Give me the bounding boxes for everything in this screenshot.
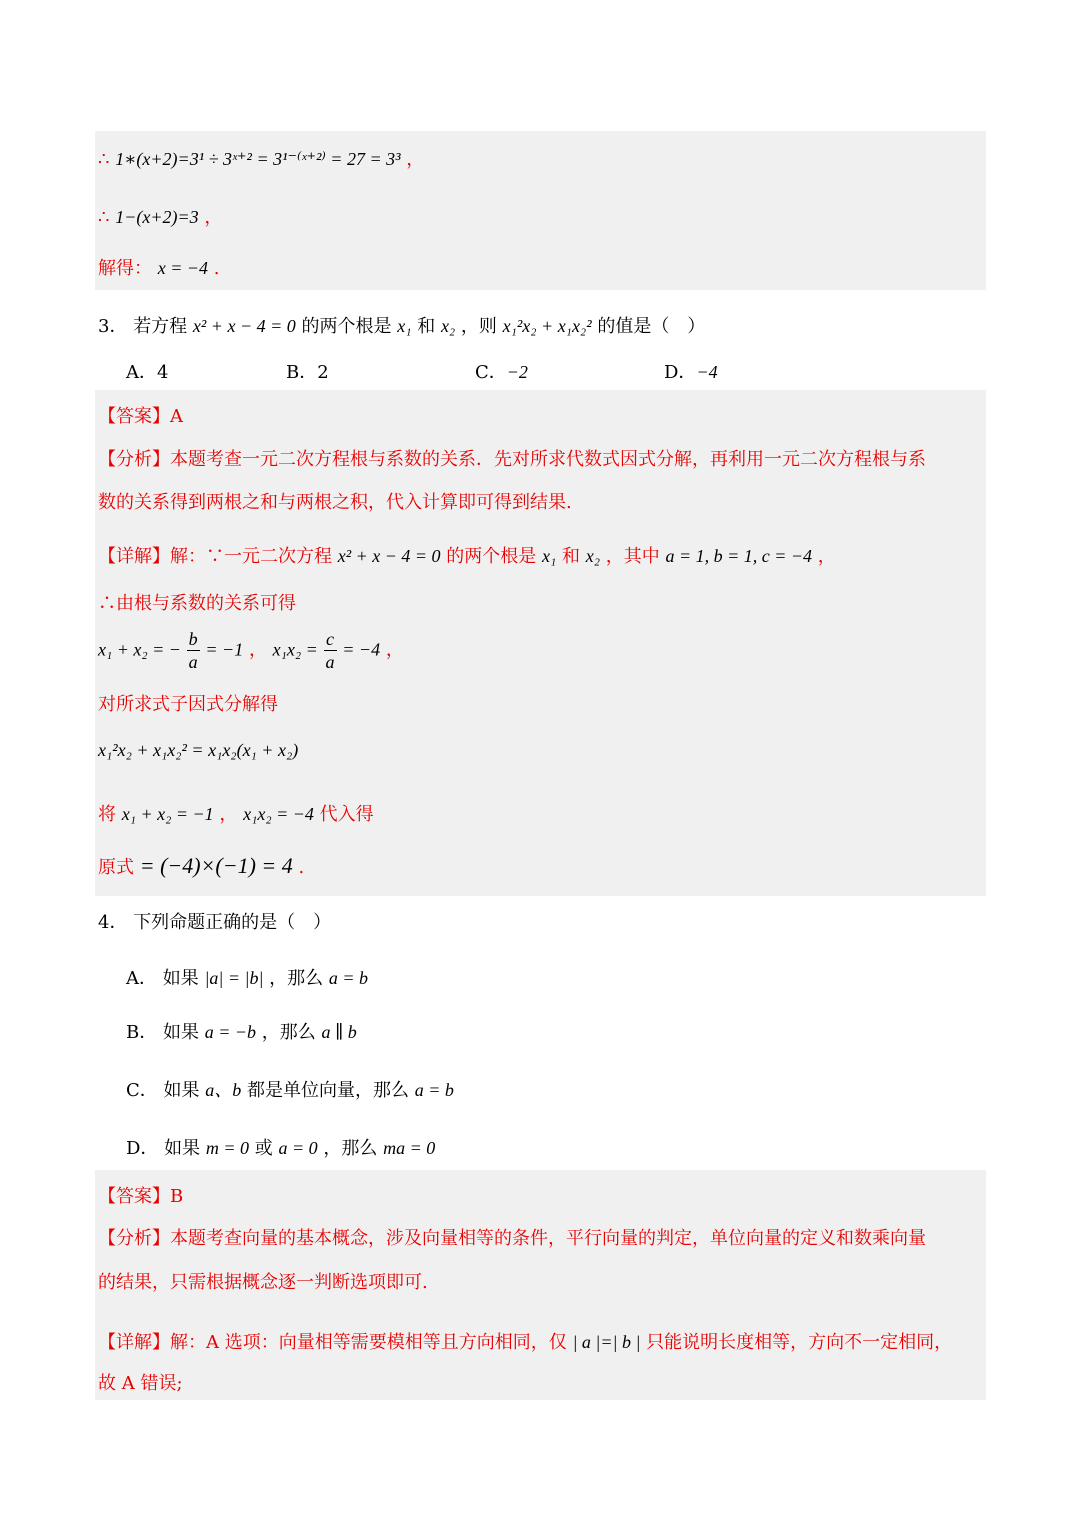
detail-q3-line1 <box>98 542 836 568</box>
detail-text: 和 <box>562 546 581 567</box>
option-a[interactable] <box>126 358 168 384</box>
option-text: ，那么 <box>323 1138 378 1159</box>
product-left: x₁x₂ = <box>272 639 318 660</box>
question-text: 和 <box>417 316 436 337</box>
detail-q4-line1 <box>98 1328 952 1354</box>
question-text: 下列命题正确的是（ ） <box>133 912 332 933</box>
question-text: ，则 <box>460 316 497 337</box>
option-label: B． <box>126 1022 158 1043</box>
option-math: a = 0 <box>278 1138 318 1158</box>
therefore-symbol: ∴ <box>98 207 110 228</box>
option-text: 都是单位向量，那么 <box>246 1080 409 1101</box>
option-math: a = −b <box>204 1022 256 1042</box>
option-math: a ∥ b <box>321 1022 357 1042</box>
punct: ， <box>219 804 238 825</box>
option-value: 4 <box>157 362 169 383</box>
question-3 <box>98 312 705 338</box>
factor-equation: x₁²x₂ + x₁x₂² = x₁x₂(x₁ + x₂) <box>98 740 299 760</box>
coefficients: a = 1, b = 1, c = −4 <box>665 546 813 566</box>
option-math: ma = 0 <box>383 1138 436 1158</box>
equation: x² + x − 4 = 0 <box>337 546 441 566</box>
q2-result: x = −4 <box>157 258 209 278</box>
detail-text: 【详解】解：∵一元二次方程 <box>98 546 332 567</box>
option-math: m = 0 <box>205 1138 250 1158</box>
punct: . <box>213 258 220 279</box>
question-text: 的两个根是 <box>301 316 392 337</box>
punct: . <box>298 857 305 878</box>
equation: x² + x − 4 = 0 <box>192 316 296 336</box>
detail-text: 将 <box>98 804 116 825</box>
option-math: a = b <box>328 968 369 988</box>
q2-step-2 <box>98 203 222 229</box>
option-label: A． <box>126 968 157 989</box>
analysis-q4-line2: 的结果，只需根据概念逐一判断选项即可. <box>98 1272 428 1293</box>
denominator: a <box>188 652 198 672</box>
option-c[interactable] <box>475 358 528 384</box>
sum-value: x₁ + x₂ = −1 <box>121 804 214 824</box>
magnitude-equal: | a |=| b | <box>572 1332 641 1352</box>
option-label: D． <box>664 362 697 383</box>
answer-q3: 【答案】A <box>98 406 183 427</box>
option-label: B． <box>286 362 318 383</box>
option-label: D． <box>126 1138 159 1159</box>
product-value: x₁x₂ = −4 <box>243 804 314 824</box>
solve-label: 解得： <box>98 258 152 279</box>
substitution-line <box>98 800 374 826</box>
q4-option-d[interactable] <box>126 1134 435 1160</box>
question-4 <box>98 908 331 934</box>
option-text: ，那么 <box>269 968 324 989</box>
root-x1: x₁ <box>397 316 412 336</box>
detail-text: 原式 <box>98 857 134 878</box>
question-text: 若方程 <box>133 316 188 337</box>
numerator: b <box>188 629 198 649</box>
option-text: 如果 <box>162 968 199 989</box>
option-text: ，那么 <box>261 1022 316 1043</box>
option-text: 如果 <box>162 1022 199 1043</box>
analysis-q3-line2: 数的关系得到两根之和与两根之积，代入计算即可得到结果. <box>98 492 572 513</box>
analysis-q3-line1: 【分析】本题考查一元二次方程根与系数的关系．先对所求代数式因式分解，再利用一元二次方程根与系 <box>98 449 926 470</box>
detail-text: 【详解】解：A 选项：向量相等需要模相等且方向相同，仅 <box>98 1332 567 1353</box>
option-b[interactable] <box>286 358 329 384</box>
analysis-q4-line1: 【分析】本题考查向量的基本概念，涉及向量相等的条件，平行向量的判定，单位向量的定义和数乘向量 <box>98 1228 926 1249</box>
option-d[interactable] <box>664 358 718 384</box>
punct: ， <box>406 149 425 170</box>
option-label: A． <box>126 362 157 383</box>
detail-text: 只能说明长度相等，方向不一定相同， <box>646 1332 953 1353</box>
q4-option-a[interactable] <box>126 964 368 990</box>
option-value: 2 <box>317 362 329 383</box>
option-text: 如果 <box>163 1080 200 1101</box>
option-value: −2 <box>506 362 528 382</box>
punct: ， <box>248 639 267 661</box>
q4-option-c[interactable] <box>126 1076 454 1102</box>
q2-step-3 <box>98 254 220 280</box>
answer-q4: 【答案】B <box>98 1186 184 1207</box>
question-text: 的值是（ ） <box>597 316 706 337</box>
detail-text: 代入得 <box>319 804 374 825</box>
q2-step-1 <box>98 145 424 171</box>
option-value: −4 <box>696 362 718 382</box>
numerator: c <box>324 628 337 651</box>
q2-equation-1: 1∗(x+2)=3¹ ÷ 3ˣ⁺² = 3¹⁻⁽ˣ⁺²⁾ = 27 = 3³ <box>115 149 401 169</box>
factor-text: 对所求式子因式分解得 <box>98 694 278 715</box>
option-label: C． <box>126 1080 158 1101</box>
question-number: 3． <box>98 316 128 337</box>
fraction-b-over-a <box>187 628 200 673</box>
result-math: = (−4)×(−1) = 4 <box>139 853 293 878</box>
denominator: a <box>325 652 335 672</box>
sum-right: = −1 <box>205 639 244 660</box>
detail-q4-line2: 故 A 错误; <box>98 1373 183 1394</box>
q4-option-b[interactable] <box>126 1018 357 1044</box>
detail-text: 的两个根是 <box>446 546 537 567</box>
result-line <box>98 853 304 879</box>
product-right: = −4 <box>342 639 381 660</box>
punct: ， <box>385 639 404 661</box>
detail-text: ，其中 <box>605 546 660 567</box>
q2-equation-2: 1−(x+2)=3 <box>115 207 199 227</box>
expression: x₁²x₂ + x₁x₂² <box>502 316 592 336</box>
punct: ， <box>817 546 836 567</box>
option-math: a = b <box>414 1080 454 1100</box>
option-math: |a| = |b| <box>204 968 264 988</box>
option-math: a、b <box>205 1080 242 1100</box>
punct: ， <box>204 207 223 228</box>
option-text: 或 <box>254 1138 273 1159</box>
option-text: 如果 <box>164 1138 201 1159</box>
relation-text: ∴由根与系数的关系可得 <box>98 593 296 614</box>
root-x2: x₂ <box>585 546 600 566</box>
question-number: 4． <box>98 912 128 933</box>
fraction-c-over-a <box>324 628 337 673</box>
therefore-symbol: ∴ <box>98 149 110 170</box>
vieta-formulas <box>98 628 404 673</box>
sum-left: x₁ + x₂ = − <box>98 639 181 660</box>
root-x2: x₂ <box>440 316 456 336</box>
root-x1: x₁ <box>542 546 557 566</box>
option-label: C． <box>475 362 507 383</box>
